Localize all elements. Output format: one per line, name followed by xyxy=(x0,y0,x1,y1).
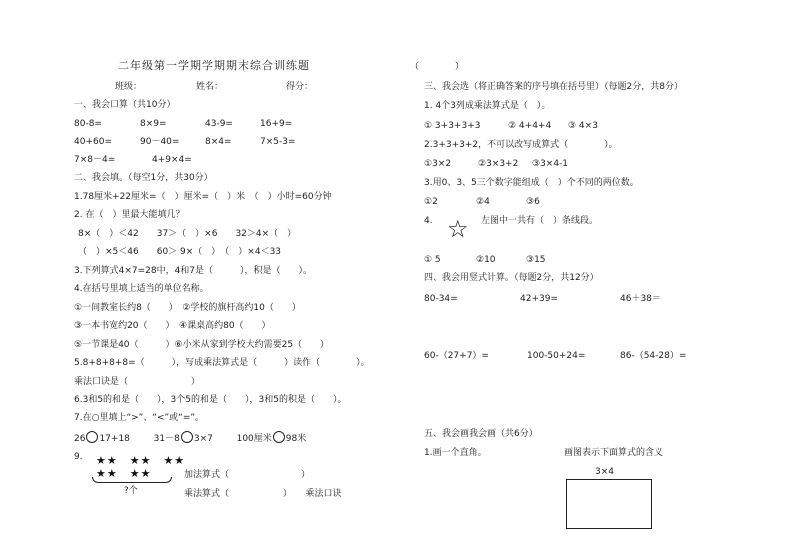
s2-q2: 2. 在（ ）里最大能填几？ xyxy=(74,210,185,220)
s4-r1-c2: 42+39= xyxy=(520,294,558,304)
compare-c-left: 100厘米 xyxy=(236,434,272,444)
s2-q4: 4.在括号里填上适当的单位名称。 xyxy=(74,284,209,294)
s3-q4-opt-3: ③15 xyxy=(526,255,546,265)
s1-r1-c4: 16+9= xyxy=(260,119,293,129)
top-right-paren: （ ） xyxy=(410,62,465,72)
class-label: 班级： xyxy=(115,82,143,92)
s2-q2b: （ ）×5＜46 60＞ 9×（ ） （ ）×4＜33 xyxy=(78,247,282,257)
s2-q4c: ⑤一节课是40（ ）⑥小米从家到学校大约需要25（ ） xyxy=(74,340,330,350)
s3-q2-opt-3: ③3×4-1 xyxy=(532,159,569,169)
s2-q5: 5.8+8+8+8=（ ），写成乘法算式是（ ）读作（ ）。 xyxy=(74,358,370,368)
s5-q2: 画图表示下面算式的含义 xyxy=(564,448,664,458)
s1-r3-c2: 4+9×4= xyxy=(152,155,192,165)
s4-r2-c3: 86-（54-28）= xyxy=(620,351,687,361)
stars-row-1: ★★ ★★ ★★ xyxy=(96,454,186,467)
s5-q1: 1.画一个直角。 xyxy=(424,448,487,458)
s4-r2-c1: 60-（27+7）= xyxy=(424,351,489,361)
s1-r2-c3: 8×4= xyxy=(205,137,232,147)
s2-q7: 7.在○里填上“>”、“<”或“=”。 xyxy=(74,413,205,423)
compare-b-left: 31－8 xyxy=(153,434,180,444)
s3-q4-opt-1: ① 5 xyxy=(424,255,441,265)
page-title: 二年级第一学期学期期末综合训练题 xyxy=(118,59,310,72)
star-icon: ☆ xyxy=(447,215,469,243)
s2-q6: 6.3和5的和是（ ），3个5的和是（ ），3和5的积是（ ）。 xyxy=(74,395,347,405)
name-label: 姓名： xyxy=(196,82,224,92)
s3-q1-opt-1: ① 3+3+3+3 xyxy=(424,121,481,131)
compare-circle-c[interactable] xyxy=(273,431,285,443)
q9-count-label: ?个 xyxy=(124,486,138,496)
group-brace xyxy=(92,477,172,483)
q9-addition-prompt: 加法算式（ ） xyxy=(184,470,311,480)
compare-b-right: 3×7 xyxy=(193,434,213,444)
s2-q4a: ①一间教室长约8（ ） ②学校的旗杆高约10（ ） xyxy=(74,303,301,313)
score-label: 得分： xyxy=(286,82,314,92)
s2-q1: 1.78厘米+22厘米=（ ）厘米=（ ）米 （ ）小时=60分钟 xyxy=(74,192,332,202)
s3-q3-opt-1: ①2 xyxy=(424,197,438,207)
s2-q9-number: 9. xyxy=(74,452,83,462)
s2-q5b: 乘法口诀是（ ） xyxy=(74,377,201,387)
compare-c-right: 98米 xyxy=(285,434,307,444)
s1-r3-c1: 7×8－4= xyxy=(74,155,116,165)
s3-q1-opt-2: ② 4+4+4 xyxy=(508,121,552,131)
s1-r2-c4: 7×5-3= xyxy=(260,137,296,147)
s4-r2-c2: 100-50+24= xyxy=(527,351,586,361)
s3-q1-opt-3: ③ 4×3 xyxy=(568,121,598,131)
s2-q2a: 8×（ ）＜42 37＞（ ）×6 32＞4×（ ） xyxy=(78,229,297,239)
s5-q2-expression: 3×4 xyxy=(595,467,614,477)
s4-r1-c1: 80-34= xyxy=(424,294,458,304)
section-4-heading: 四、我会用竖式计算。（每题2分，共12分） xyxy=(424,273,599,283)
section-3-heading: 三、我会选（将正确答案的序号填在括号里）（每题2分，共8分） xyxy=(424,82,683,92)
stars-row-2: ★★ ★★ xyxy=(96,467,152,480)
s1-r1-c1: 80-8= xyxy=(74,119,102,129)
s3-q4: 左图中一共有（ ）条线段。 xyxy=(481,216,599,226)
s3-q4-opt-2: ②10 xyxy=(476,255,496,265)
s1-r2-c1: 40+60= xyxy=(74,137,112,147)
s3-q2: 2.3+3+3+2，不可以改写成算式（ ）。 xyxy=(424,140,618,150)
s4-r1-c3: 46＋38＝ xyxy=(620,294,661,304)
s1-r2-c2: 90－40= xyxy=(140,137,180,147)
s2-q7-compare-row xyxy=(74,431,306,445)
section-1-heading: 一、我会口算（共10分） xyxy=(74,100,176,110)
s3-q1: 1. 4个3列成乘法算式是（ ）。 xyxy=(424,101,551,111)
s1-r1-c3: 43-9= xyxy=(205,119,233,129)
drawing-box[interactable] xyxy=(566,479,652,529)
s3-q3-opt-2: ②4 xyxy=(476,197,490,207)
s2-q3: 3.下列算式4×7=28中，4和7是（ ），积是（ ）。 xyxy=(74,266,313,276)
s3-q2-opt-2: ②3×3+2 xyxy=(478,159,519,169)
section-5-heading: 五、我会画我会画（共6分） xyxy=(424,429,538,439)
s3-q3-opt-3: ③6 xyxy=(526,197,540,207)
compare-circle-b[interactable] xyxy=(181,431,193,443)
compare-a-right: 17+18 xyxy=(99,434,130,444)
compare-a-left: 26 xyxy=(74,434,86,444)
s3-q4-number: 4. xyxy=(424,216,433,226)
s2-q4b: ③一本书宽约20（ ） ④课桌高约80（ ） xyxy=(74,321,271,331)
compare-circle-a[interactable] xyxy=(86,431,98,443)
section-2-heading: 二、我会填。（每空1分，共30分） xyxy=(74,173,213,183)
s3-q2-opt-1: ①3×2 xyxy=(424,159,452,169)
s3-q3: 3.用0、3、5三个数字能组成（ ）个不同的两位数。 xyxy=(424,178,639,188)
q9-multiplication-prompt: 乘法算式（ ） 乘法口诀 xyxy=(184,489,342,499)
s1-r1-c2: 8×9= xyxy=(140,119,167,129)
